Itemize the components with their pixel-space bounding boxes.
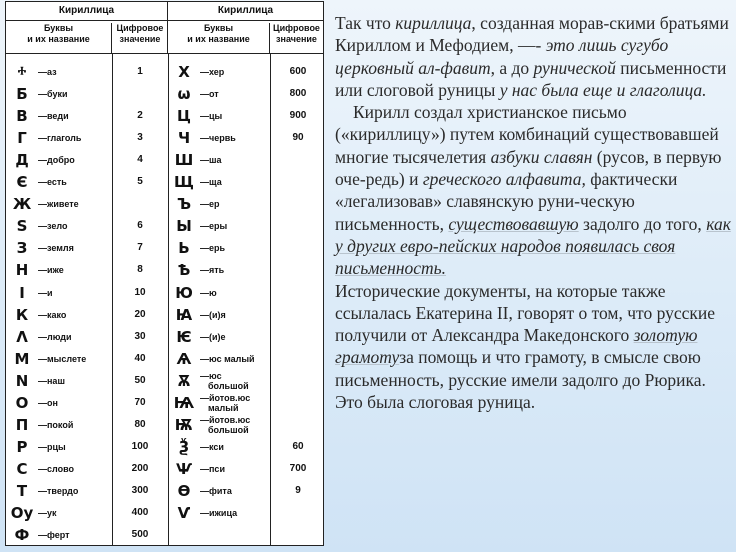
letter-glyph: О bbox=[15, 393, 29, 412]
letter-name bbox=[200, 83, 219, 105]
numeric-value: 3 bbox=[137, 132, 143, 144]
numeric-value: 1 bbox=[137, 66, 143, 77]
table-row bbox=[8, 414, 163, 436]
table-row bbox=[170, 171, 325, 193]
numeric-value: 80 bbox=[134, 418, 146, 430]
text-segment: греческого алфавита, bbox=[422, 169, 586, 190]
table-row bbox=[170, 326, 325, 348]
letter-name bbox=[38, 304, 66, 326]
table-row bbox=[170, 392, 325, 414]
table-row bbox=[170, 370, 325, 392]
letter-glyph: З bbox=[16, 239, 28, 258]
letter-glyph: Ч bbox=[177, 129, 191, 148]
table-row bbox=[8, 193, 163, 215]
letter-name-line1: —хер bbox=[200, 67, 225, 77]
letter-name bbox=[38, 480, 78, 502]
letter-name-line1: —ижица bbox=[200, 508, 238, 518]
table-row bbox=[8, 237, 163, 259]
letter-name bbox=[38, 392, 58, 414]
letter-name-line1: —буки bbox=[38, 89, 68, 100]
letter-name-line1: —фита bbox=[200, 485, 232, 496]
letter-name-line1: —от bbox=[200, 89, 219, 100]
table-row bbox=[170, 215, 325, 237]
table-row bbox=[8, 348, 163, 370]
numeric-value: 400 bbox=[131, 507, 149, 518]
numeric-value: 500 bbox=[131, 529, 149, 541]
numeric-value: 7 bbox=[137, 242, 143, 254]
letter-glyph: Т bbox=[16, 481, 28, 500]
text-segment: фактически «легализовав» славянскую руни-ческую письменность, bbox=[335, 169, 678, 234]
letter-name bbox=[200, 326, 226, 348]
letter-name-line1: —есть bbox=[38, 177, 67, 188]
table-row bbox=[170, 458, 325, 480]
letter-name-line1: —ук bbox=[38, 508, 57, 518]
letter-name bbox=[200, 415, 250, 435]
letter-name bbox=[38, 105, 69, 127]
letter-glyph: К bbox=[15, 305, 29, 324]
numeric-value: 30 bbox=[134, 330, 146, 342]
table-row bbox=[8, 171, 163, 193]
letter-name bbox=[38, 215, 67, 237]
letter-glyph: Є bbox=[16, 173, 28, 192]
letter-name bbox=[38, 414, 73, 436]
table-row bbox=[170, 348, 325, 370]
letter-name bbox=[38, 259, 64, 281]
letter-glyph: М bbox=[14, 349, 30, 368]
letter-glyph: Ѣ bbox=[177, 261, 191, 280]
letter-name-line1: —рцы bbox=[38, 441, 66, 452]
letter-name-line1: —он bbox=[38, 397, 58, 408]
numeric-value: 90 bbox=[292, 132, 304, 144]
letter-glyph: Ѫ bbox=[177, 371, 191, 390]
letter-name bbox=[200, 304, 226, 326]
table-row bbox=[170, 282, 325, 304]
letter-name-line1: —люди bbox=[38, 331, 72, 342]
letter-name-line1: —ю bbox=[200, 287, 217, 298]
letter-glyph: Ѯ bbox=[178, 437, 190, 456]
letter-name-line1: —(и)е bbox=[200, 331, 226, 342]
letter-name bbox=[38, 127, 81, 149]
letter-name-line1: —иже bbox=[38, 265, 64, 276]
numeric-value: 800 bbox=[289, 88, 307, 100]
letter-name bbox=[200, 237, 225, 259]
header-letters-right: Буквы и их название bbox=[168, 23, 270, 53]
cyrillic-table bbox=[5, 1, 324, 546]
letter-name bbox=[200, 436, 224, 458]
letter-name-line1: —земля bbox=[38, 243, 74, 254]
text-segment: , а до bbox=[490, 57, 534, 78]
table-row bbox=[170, 105, 325, 127]
table-row bbox=[8, 83, 163, 105]
letter-name-line2: малый bbox=[208, 402, 239, 413]
table-row bbox=[170, 149, 325, 171]
text-segment: рунической bbox=[533, 57, 616, 78]
numeric-value: 5 bbox=[137, 176, 143, 188]
letter-glyph: Ь bbox=[178, 239, 190, 258]
letter-name bbox=[200, 371, 249, 391]
letter-name bbox=[200, 282, 217, 304]
letter-glyph: Х bbox=[178, 63, 190, 81]
table-row bbox=[170, 237, 325, 259]
letter-glyph: Ѳ bbox=[177, 481, 191, 500]
letter-name bbox=[38, 61, 57, 83]
table-row bbox=[8, 127, 163, 149]
header-numeric-right: Цифровое значение bbox=[273, 23, 320, 44]
letter-name-line1: —наш bbox=[38, 375, 65, 386]
numeric-value: 60 bbox=[292, 440, 304, 452]
letter-name-line1: —живете bbox=[38, 199, 79, 210]
table-title-left: Кириллица bbox=[58, 5, 115, 16]
letter-name-line1: —юс малый bbox=[200, 353, 255, 364]
letter-name bbox=[38, 502, 57, 524]
letter-name-line1: —ерь bbox=[200, 243, 226, 254]
letter-name-line1: —слово bbox=[38, 463, 75, 474]
letter-name bbox=[38, 370, 65, 392]
letter-name bbox=[200, 105, 222, 127]
letter-name bbox=[38, 348, 86, 370]
text-segment: у нас была еще и глаголица. bbox=[499, 79, 707, 100]
letter-name-line1: —(и)я bbox=[200, 309, 226, 320]
letter-glyph: Λ bbox=[16, 327, 28, 346]
letter-name-line1: —ша bbox=[200, 155, 222, 166]
letter-name-line1: —ща bbox=[200, 177, 222, 188]
table-row bbox=[8, 259, 163, 281]
table-row bbox=[8, 436, 163, 458]
letter-name bbox=[38, 149, 75, 171]
letter-name bbox=[38, 237, 74, 259]
letter-name bbox=[200, 348, 255, 370]
letter-name-line1: —мыслете bbox=[38, 353, 87, 364]
letter-glyph: Ы bbox=[176, 217, 192, 236]
letter-glyph: Ѧ bbox=[176, 349, 192, 368]
letter-glyph: Н bbox=[15, 261, 29, 280]
letter-glyph: П bbox=[15, 415, 29, 434]
table-header bbox=[6, 2, 323, 54]
table-row bbox=[8, 524, 163, 546]
letter-name bbox=[200, 393, 250, 413]
table-row bbox=[8, 61, 163, 83]
letter-glyph: Б bbox=[16, 85, 28, 104]
table-row bbox=[8, 149, 163, 171]
letter-name-line1: —ер bbox=[200, 199, 220, 210]
letter-glyph: Щ bbox=[174, 173, 194, 192]
letter-name-line1: —юс bbox=[200, 370, 222, 381]
letter-glyph: Ж bbox=[12, 195, 32, 214]
table-row bbox=[170, 61, 325, 83]
text-segment: существовавшую bbox=[448, 213, 579, 234]
letter-name-line1: —твердо bbox=[38, 485, 79, 496]
text-segment: письменности или слоговой руницы bbox=[335, 57, 727, 100]
letter-name bbox=[38, 458, 74, 480]
numeric-value: 4 bbox=[137, 154, 143, 166]
table-row bbox=[8, 326, 163, 348]
letter-name-line1: —кси bbox=[200, 441, 224, 452]
letter-name bbox=[200, 193, 220, 215]
header-left bbox=[6, 2, 168, 53]
letter-glyph: N bbox=[15, 371, 29, 390]
letter-name bbox=[200, 215, 227, 237]
text-segment: как у других евро-пейских народов появилась своя письменность. bbox=[335, 213, 731, 279]
table-row bbox=[8, 502, 163, 524]
text-segment: кириллица bbox=[395, 13, 472, 33]
text-segment: Исторические документы, на которые также ссылалась Екатерина II, говорят о том, что русские получили от Александра Македонского bbox=[335, 280, 716, 346]
table-row bbox=[8, 370, 163, 392]
letter-name bbox=[38, 326, 72, 348]
numeric-value: 8 bbox=[137, 264, 143, 276]
table-row bbox=[170, 83, 325, 105]
table-row bbox=[8, 282, 163, 304]
letter-name bbox=[200, 480, 232, 502]
letter-name-line1: —како bbox=[38, 309, 67, 320]
numeric-value: 50 bbox=[134, 374, 146, 386]
table-row bbox=[8, 458, 163, 480]
letter-name-line1: —добро bbox=[38, 155, 75, 166]
letter-name-line1: —пси bbox=[200, 463, 225, 474]
numeric-value: 70 bbox=[134, 396, 146, 408]
table-row bbox=[8, 480, 163, 502]
table-row bbox=[8, 304, 163, 326]
letter-name-line1: —йотов.юс bbox=[200, 392, 251, 403]
letter-name-line1: —покой bbox=[38, 419, 74, 430]
letter-name bbox=[200, 502, 237, 524]
letter-glyph: Ю bbox=[175, 283, 193, 302]
letter-glyph: С bbox=[16, 459, 28, 478]
letter-name bbox=[38, 193, 79, 215]
letter-name bbox=[200, 61, 224, 83]
letter-glyph: ⰰ bbox=[17, 63, 27, 81]
paragraph-3 bbox=[335, 280, 731, 414]
letter-name-line2: большой bbox=[208, 424, 249, 435]
numeric-value: 9 bbox=[295, 484, 301, 496]
letter-name bbox=[38, 282, 53, 304]
numeric-value: 900 bbox=[289, 110, 307, 122]
letter-name-line1: —ферт bbox=[38, 530, 70, 541]
table-row bbox=[170, 304, 325, 326]
text-segment: золотую грамоту bbox=[335, 325, 698, 368]
letter-glyph: Оу bbox=[10, 504, 34, 522]
numeric-value: 600 bbox=[289, 66, 307, 77]
numeric-value: 6 bbox=[137, 220, 143, 232]
letter-glyph: Д bbox=[15, 151, 29, 170]
numeric-value: 40 bbox=[134, 352, 146, 364]
header-letters-left: Буквы и их название bbox=[6, 23, 112, 53]
letter-name-line1: —аз bbox=[38, 67, 57, 77]
text-segment: , созданная морав-скими братьями Кириллом и Мефодием, —- bbox=[335, 13, 729, 56]
numeric-value: 300 bbox=[131, 484, 149, 496]
letter-name-line1: —зело bbox=[38, 221, 68, 232]
letter-glyph: Ц bbox=[177, 107, 191, 126]
letter-name-line1: —ять bbox=[200, 265, 225, 276]
letter-glyph: І bbox=[19, 283, 25, 302]
table-row bbox=[170, 127, 325, 149]
numeric-value: 700 bbox=[289, 462, 307, 474]
numeric-value: 2 bbox=[137, 110, 143, 122]
table-row bbox=[170, 480, 325, 502]
letter-glyph: Ѱ bbox=[175, 459, 193, 478]
letter-name-line1: —цы bbox=[200, 111, 223, 122]
numeric-value: 100 bbox=[131, 440, 149, 452]
numeric-value: 20 bbox=[134, 308, 146, 320]
letter-glyph: ω bbox=[177, 85, 191, 104]
table-row bbox=[8, 215, 163, 237]
table-row bbox=[170, 414, 325, 436]
letter-glyph: Ѭ bbox=[174, 415, 194, 434]
letter-name bbox=[38, 83, 67, 105]
text-segment: за помощь и что грамоту, в смысле свою письменность, русские имели задолго до Рюрика. Это была слоговая руница. bbox=[335, 347, 706, 413]
letter-glyph: Ѩ bbox=[173, 393, 195, 412]
letter-glyph: Ѥ bbox=[176, 327, 192, 346]
table-row bbox=[170, 436, 325, 458]
table-row bbox=[8, 392, 163, 414]
header-right bbox=[168, 2, 323, 53]
letter-name-line2: большой bbox=[208, 380, 249, 391]
text-segment: Кирилл создал христианское письмо («кириллицу») путем комбинаций существовавшей многие тысячелетия bbox=[335, 102, 719, 167]
letter-glyph: Ф bbox=[14, 526, 30, 545]
text-segment: (русов, в первую оче-редь) и bbox=[335, 146, 722, 190]
paragraph-1 bbox=[335, 12, 731, 101]
letter-name-line1: —веди bbox=[38, 111, 69, 122]
letter-name bbox=[200, 149, 222, 171]
letter-name bbox=[200, 171, 222, 193]
letter-glyph: Ѕ bbox=[16, 217, 28, 236]
letter-name-line1: —червь bbox=[200, 133, 236, 144]
letter-name bbox=[200, 259, 224, 281]
letter-glyph: Р bbox=[16, 437, 28, 456]
text-segment: это лишь сугубо церковный ал-фавит bbox=[335, 35, 669, 78]
letter-name bbox=[38, 524, 70, 546]
article-text bbox=[335, 12, 731, 413]
table-row bbox=[8, 105, 163, 127]
letter-name-line1: —йотов.юс bbox=[200, 414, 251, 425]
letter-name-line1: —глаголь bbox=[38, 133, 82, 144]
table-row bbox=[170, 259, 325, 281]
letter-glyph: Ꙗ bbox=[175, 305, 193, 324]
numeric-value: 200 bbox=[131, 462, 149, 474]
letter-name bbox=[38, 171, 67, 193]
letter-name bbox=[200, 127, 236, 149]
table-title-right: Кириллица bbox=[217, 5, 274, 16]
letter-glyph: Ш bbox=[174, 151, 194, 170]
letter-name bbox=[200, 458, 225, 480]
text-segment: Так что bbox=[335, 13, 396, 33]
letter-glyph: Ъ bbox=[176, 195, 192, 214]
text-segment: азбуки славян bbox=[490, 146, 593, 167]
paragraph-2 bbox=[335, 101, 731, 279]
letter-glyph: Ѵ bbox=[177, 504, 191, 522]
table-row bbox=[170, 502, 325, 524]
letter-glyph: В bbox=[16, 107, 28, 126]
text-segment: задолго до того, bbox=[578, 213, 707, 234]
letter-name-line1: —и bbox=[38, 287, 53, 298]
letter-name bbox=[38, 436, 66, 458]
header-numeric-left: Цифровое значение bbox=[116, 23, 164, 44]
letter-name-line1: —еры bbox=[200, 221, 228, 232]
table-row bbox=[170, 193, 325, 215]
numeric-value: 10 bbox=[134, 286, 146, 298]
letter-glyph: Г bbox=[17, 129, 27, 148]
